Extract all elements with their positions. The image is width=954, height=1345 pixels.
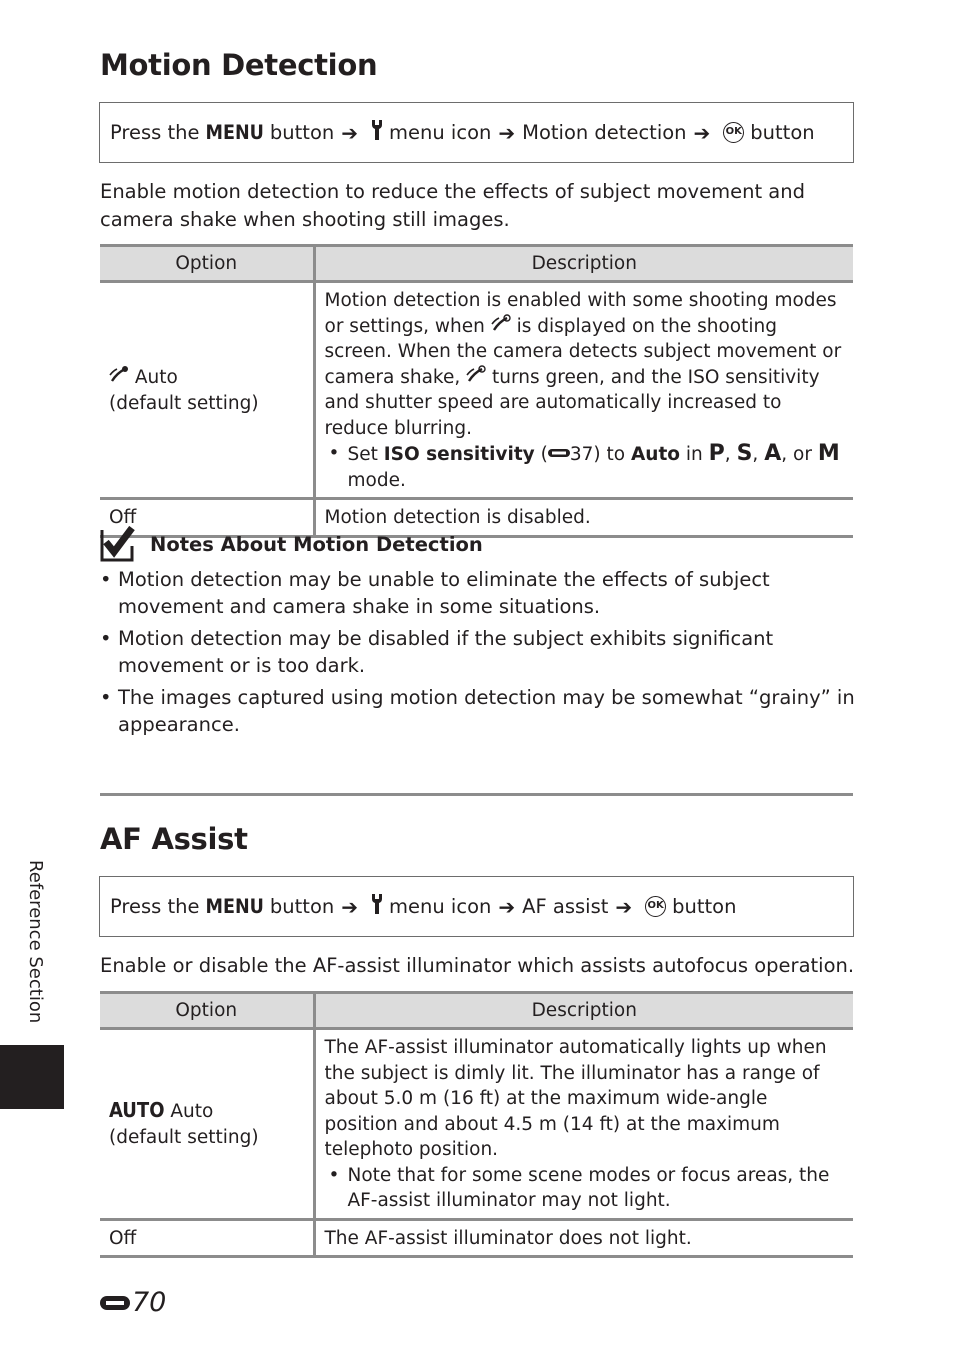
arrow-right-icon: ➔ [341, 894, 359, 919]
list-item: • Motion detection may be unable to eliminate the effects of subject movement and camera shake in some situations. [100, 566, 860, 620]
motion-detection-icon [491, 316, 511, 337]
wrench-icon [371, 894, 383, 919]
option-cell: Off [100, 1219, 314, 1257]
description-cell [314, 1029, 853, 1220]
mode-a-icon: A [764, 441, 782, 466]
option-label: Auto [170, 1101, 214, 1123]
bullet-text: , [724, 444, 731, 465]
menu-button-label: MENU [205, 121, 264, 144]
option-cell: Off [100, 499, 314, 537]
bullet-text: , [752, 444, 759, 465]
option-cell [100, 1029, 314, 1220]
nav-ok-button-word: button [750, 121, 815, 144]
ok-button-icon: OK [723, 122, 744, 143]
bullet-text: , or [781, 444, 812, 465]
checkmark-icon [100, 526, 136, 562]
sidebar-section-label [16, 860, 56, 1030]
description-cell [314, 282, 853, 499]
description-text: Motion detection is enabled with some shooting modes or settings, when [324, 290, 837, 337]
table-header-row [100, 993, 853, 1029]
bullet-text: Set [347, 444, 378, 465]
description-text: turns green, and the ISO sensitivity and shutter speed are automatically increased to reduce blurring. [324, 366, 820, 439]
table-row [100, 282, 853, 499]
bullet-text: 37) to [569, 444, 626, 465]
af-assist-table [100, 991, 853, 1258]
arrow-right-icon: ➔ [341, 120, 359, 145]
notes-heading [100, 526, 483, 562]
mode-p-icon: P [708, 441, 725, 466]
nav-button-word: button [269, 895, 335, 918]
description-text: is displayed on the shooting screen. When the camera detects subject movement or camera shake, [324, 315, 842, 388]
sidebar-tab-marker [0, 1045, 64, 1109]
motion-detection-icon [109, 367, 135, 388]
page-number [100, 1287, 166, 1318]
ok-button-icon: OK [645, 896, 666, 917]
bullet-bold-text: ISO sensitivity [383, 444, 535, 465]
header-description: Description [314, 993, 853, 1029]
bullet-text: in [685, 444, 703, 465]
wrench-icon [371, 120, 383, 145]
arrow-right-icon: ➔ [615, 894, 633, 919]
list-item: • Note that for some scene modes or focus areas, the AF-assist illuminator may not light. [325, 1163, 845, 1214]
auto-icon: AUTO [109, 1098, 165, 1123]
motion-detection-intro: Enable motion detection to reduce the effects of subject movement and camera shake when shooting still images. [100, 180, 805, 231]
table-row [100, 1219, 853, 1257]
nav-item-af-assist: AF assist [522, 895, 609, 918]
description-cell: Motion detection is disabled. [314, 499, 853, 537]
nav-menu-icon-text: menu icon [389, 895, 492, 918]
list-item: • Set ISO sensitivity ( 37) to Auto in P, S, A, or M mode. [325, 441, 845, 493]
arrow-right-icon: ➔ [498, 894, 516, 919]
nav-menu-icon-text: menu icon [389, 121, 492, 144]
nav-press: Press the [110, 121, 200, 144]
menu-path-motion-detection [99, 102, 854, 163]
motion-detection-table [100, 244, 853, 538]
section-divider [100, 793, 853, 796]
description-bullets [325, 1163, 845, 1214]
arrow-right-icon: ➔ [498, 120, 516, 145]
list-item: • The images captured using motion detection may be somewhat “grainy” in appearance. [100, 684, 860, 738]
nav-press: Press the [110, 895, 200, 918]
menu-button-label: MENU [205, 895, 264, 918]
section-title-af-assist: AF Assist [100, 822, 248, 856]
description-cell: The AF-assist illuminator does not light. [314, 1219, 853, 1257]
header-option: Option [100, 993, 314, 1029]
option-default-note: (default setting) [109, 392, 259, 414]
page-number-text: 70 [132, 1287, 167, 1318]
bullet-text: mode. [347, 469, 406, 491]
nav-item-motion-detection: Motion detection [522, 121, 687, 144]
header-option: Option [100, 246, 314, 282]
notes-title: Notes About Motion Detection [150, 532, 483, 556]
menu-path-af-assist [99, 876, 854, 937]
motion-detection-icon [466, 367, 486, 388]
sidebar-label-text: Reference Section [25, 860, 46, 1024]
table-header-row [100, 246, 853, 282]
table-row [100, 1029, 853, 1220]
nav-button-word: button [269, 121, 335, 144]
bullet-bold-text: Auto [630, 444, 680, 465]
reference-section-icon [100, 1291, 130, 1315]
arrow-right-icon: ➔ [693, 120, 711, 145]
option-default-note: (default setting) [109, 1126, 259, 1148]
notes-list [100, 566, 860, 743]
af-assist-intro: Enable or disable the AF-assist illuminator which assists autofocus operation. [100, 954, 855, 977]
mode-m-icon: M [817, 441, 840, 466]
list-item: • Motion detection may be disabled if the subject exhibits significant movement or is too dark. [100, 625, 860, 679]
description-bullets [325, 441, 845, 493]
option-cell [100, 282, 314, 499]
section-title-motion-detection: Motion Detection [100, 48, 378, 82]
option-label: Auto [134, 367, 178, 388]
header-description: Description [314, 246, 853, 282]
nav-ok-button-word: button [672, 895, 737, 918]
reference-section-icon [548, 444, 570, 465]
description-text: The AF-assist illuminator automatically lights up when the subject is dimly lit. The illuminator has a range of about 5.0 m (16 ft) at the maximum wide-angle position and about 4.5 m (14 ft) at the maximum telephoto position. [324, 1037, 827, 1160]
mode-s-icon: S [736, 441, 753, 466]
